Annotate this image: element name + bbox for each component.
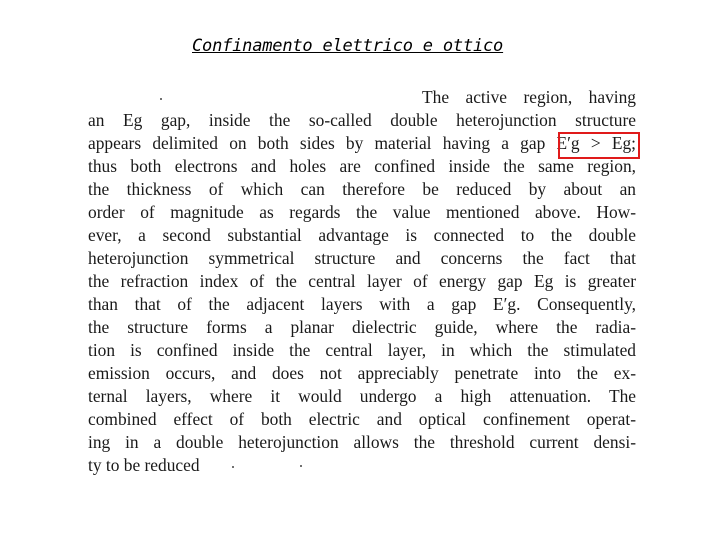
text-line-5: the thickness of which can therefore be reduced by about an bbox=[88, 179, 636, 199]
slide-title: Confinamento elettrico e ottico bbox=[192, 36, 504, 56]
text-line-3: appears delimited on both sides by material having a gap E′g > Eg; bbox=[88, 133, 636, 153]
scan-speck bbox=[160, 98, 162, 100]
text-line-15: combined effect of both electric and optical confinement operat- bbox=[88, 409, 636, 429]
scan-speck bbox=[232, 466, 234, 468]
text-line-2: an Eg gap, inside the so-called double heterojunction structure bbox=[88, 110, 636, 130]
highlight-box bbox=[558, 132, 640, 159]
text-line-11: the structure forms a planar dielectric guide, where the radia- bbox=[88, 317, 636, 337]
scan-speck bbox=[300, 465, 302, 467]
text-line-10: than that of the adjacent layers with a gap E′g. Consequently, bbox=[88, 294, 636, 314]
text-line-7: ever, a second substantial advantage is connected to the double bbox=[88, 225, 636, 245]
text-line-12: tion is confined inside the central layer, in which the stimulated bbox=[88, 340, 636, 360]
text-line-1: The active region, having bbox=[422, 87, 636, 107]
text-line-8: heterojunction symmetrical structure and concerns the fact that bbox=[88, 248, 636, 268]
scanned-text-block bbox=[84, 86, 644, 474]
text-line-13: emission occurs, and does not appreciably penetrate into the ex- bbox=[88, 363, 636, 383]
text-line-14: ternal layers, where it would undergo a high attenuation. The bbox=[88, 386, 636, 406]
text-line-17: ty to be reduced bbox=[88, 455, 200, 475]
text-line-9: the refraction index of the central layer of energy gap Eg is greater bbox=[88, 271, 636, 291]
text-line-16: ing in a double heterojunction allows the threshold current densi- bbox=[88, 432, 636, 452]
text-line-6: order of magnitude as regards the value mentioned above. How- bbox=[88, 202, 636, 222]
text-line-4: thus both electrons and holes are confined inside the same region, bbox=[88, 156, 636, 176]
